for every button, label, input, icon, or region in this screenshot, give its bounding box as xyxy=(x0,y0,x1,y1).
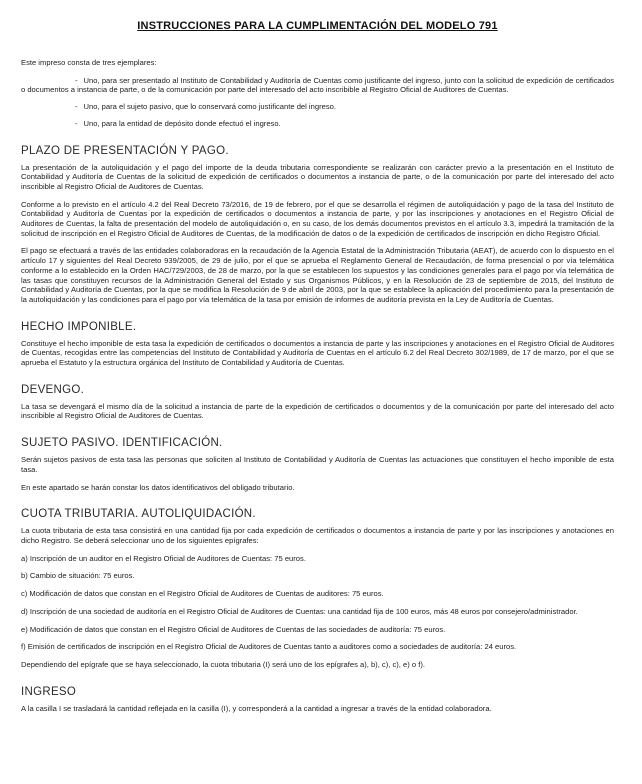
epigraph-item-e: e) Modificación de datos que constan en el Registro Oficial de Auditores de Cuentas de las sociedades de auditoría: 75 euros. xyxy=(21,624,446,634)
section-heading-plazo: PLAZO DE PRESENTACIÓN Y PAGO. xyxy=(21,144,229,157)
intro-bullet-1-text: Uno, para ser presentado al Instituto de Contabilidad y Auditoría de Cuentas como justificante del ingreso, junto con la solicitud de expedición de certificados o documentos a instancia de parte, o de la comunicación por parte del interesado del acto inscribible al Registro Oficial de Auditores de Cuentas. xyxy=(21,75,614,95)
epigraph-item-f: f) Emisión de certificados de inscripción en el Registro Oficial de Auditores de Cuentas tanto a auditores como a sociedades de auditoría: 24 euros. xyxy=(21,642,517,652)
document-title: INSTRUCCIONES PARA LA CUMPLIMENTACIÓN DEL MODELO 791 xyxy=(137,20,498,32)
section-heading-ingreso: INGRESO xyxy=(21,685,77,698)
section-ingreso xyxy=(21,686,614,714)
intro-lead: Este impreso consta de tres ejemplares: xyxy=(21,58,157,67)
section-paragraph: La cuota tributaria de esta tasa consistirá en una cantidad fija por cada expedición de certificados o documentos a instancia de parte y por las inscripciones y anotaciones en dicho Registro. Se deberá seleccionar uno de los siguientes epígrafes: xyxy=(21,526,614,545)
section-paragraph: El pago se efectuará a través de las entidades colaboradoras en la recaudación de la Agencia Estatal de la Administración Tributaria (AEAT), de acuerdo con lo dispuesto en el artículo 17 y siguientes del Real Decreto 939/2005, de 29 de julio, por el que se aprueba el Reglamento General de Recaudación, de forma presencial o por vía telemática conforme a lo establecido en la Orden HAC/729/2003, de 28 de marzo, por la que se establecen los supuestos y las condiciones generales para el pago por vía telemática de las tasas que constituyen recursos de la Administración General del Estado y sus Organismos Públicos, y en la Resolución de 23 de septiembre de 2015, del Instituto de Contabilidad y Auditoría de Cuentas, por la que se modifica la Resolución de 9 de abril de 2003, por la que se establece la aplicación del procedimiento para la presentación de la autoliquidación y las condiciones para el pago por vía telemática de la tasa por emisión de informes de auditoría prevista en la Ley de Auditoría de Cuentas. xyxy=(21,246,614,304)
section-hecho-imponible xyxy=(21,321,614,368)
section-paragraph: La tasa se devengará el mismo día de la solicitud a instancia de parte de la expedición de certificados o documentos y de la comunicación por parte del interesado del acto inscribible al Registro Oficial de Auditores de Cuentas. xyxy=(21,401,614,421)
section-heading-hecho-imponible: HECHO IMPONIBLE. xyxy=(21,320,137,333)
epigraph-item-c: c) Modificación de datos que constan en el Registro Oficial de Auditores de Cuentas de auditores: 75 euros. xyxy=(21,589,384,599)
bullet-dash: - xyxy=(75,102,78,112)
epigraph-item-d: d) Inscripción de una sociedad de auditoría en el Registro Oficial de Auditores de Cuentas: una cantidad fija de 100 euros, más 48 euros por consejero/administrador. xyxy=(21,606,578,616)
intro-bullet-1 xyxy=(21,76,614,95)
section-paragraph: Constituye el hecho imponible de esta tasa la expedición de certificados o documentos a instancia de parte y las inscripciones y anotaciones en el Registro Oficial de Auditores de Cuentas, recogidas entre las competencias del Instituto de Contabilidad y Auditoría de Cuentas en el artículo 6.2 del Real Decreto 302/1989, de 17 de marzo, por el que se aprueba el Estatuto y la estructura orgánica del Instituto de Contabilidad y Auditoría de Cuentas. xyxy=(21,338,614,368)
section-paragraph: A la casilla I se trasladará la cantidad reflejada en la casilla (I), y corresponderá a la cantidad a ingresar a través de la entidad colaboradora. xyxy=(21,703,492,713)
section-paragraph: La presentación de la autoliquidación y el pago del importe de la deuda tributaria correspondiente se realizarán con carácter previo a la presentación en el Instituto de Contabilidad y Auditoría de Cuentas de la solicitud de expedición de certificados o documentos a instancia de parte, o de la comunicación por parte del interesado del acto inscribible al Registro Oficial de Auditores de Cuentas. xyxy=(21,162,614,191)
section-devengo xyxy=(21,384,614,421)
intro-bullet-2 xyxy=(21,102,614,112)
epigraph-item-b: b) Cambio de situación: 75 euros. xyxy=(21,571,135,581)
epigraph-item-a: a) Inscripción de un auditor en el Registro Oficial de Auditores de Cuentas: 75 euros. xyxy=(21,553,306,563)
intro-bullet-3-text: Uno, para la entidad de depósito donde efectuó el ingreso. xyxy=(83,118,281,128)
intro-bullet-2-text: Uno, para el sujeto pasivo, que lo conservará como justificante del ingreso. xyxy=(83,102,336,112)
section-sujeto-pasivo xyxy=(21,437,614,492)
section-cuota-tributaria xyxy=(21,508,614,669)
bullet-dash: - xyxy=(75,75,78,85)
section-paragraph: Conforme a lo previsto en el artículo 4.2 del Real Decreto 73/2016, de 19 de febrero, por el que se desarrolla el régimen de autoliquidación y pago de la tasa del Instituto de Contabilidad y Auditoría de Cuentas por la expedición de certificados o documentos a instancia de parte, y por las inscripciones y anotaciones en el Registro Oficial de Auditores de Cuentas, la falta de presentación del modelo de autoliquidación o, en su caso, de los demás documentos previstos en el artículo 3.3, impedirá la tramitación de la solicitud de inscripción en el Registro Oficial de Auditores de Cuentas, de la modificación de datos o de la expedición de certificados de inscripción en dicho Registro Oficial. xyxy=(21,199,614,238)
section-plazo xyxy=(21,145,614,305)
section-paragraph: Serán sujetos pasivos de esta tasa las personas que soliciten al Instituto de Contabilidad y Auditoría de Cuentas las actuaciones que constituyen el hecho imponible de esta tasa. xyxy=(21,455,614,474)
section-paragraph: En este apartado se harán constar los datos identificativos del obligado tributario. xyxy=(21,482,295,492)
section-heading-sujeto-pasivo: SUJETO PASIVO. IDENTIFICACIÓN. xyxy=(21,437,223,450)
bullet-dash: - xyxy=(75,118,78,128)
intro-bullet-3 xyxy=(21,119,614,129)
section-paragraph: Dependiendo del epígrafe que se haya seleccionado, la cuota tributaria (I) será uno de los epígrafes a), b), c), c), e) o f). xyxy=(21,659,425,669)
section-heading-cuota-tributaria: CUOTA TRIBUTARIA. AUTOLIQUIDACIÓN. xyxy=(21,508,256,521)
section-heading-devengo: DEVENGO. xyxy=(21,383,85,396)
